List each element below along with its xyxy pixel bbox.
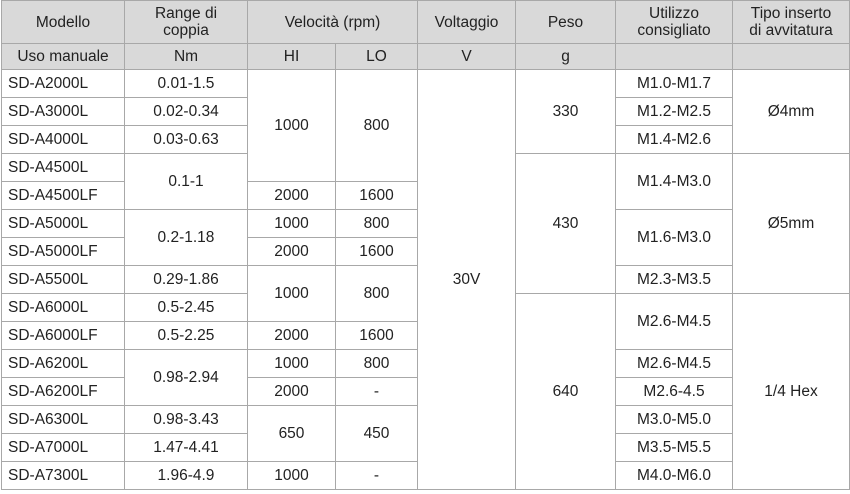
header-peso: Peso bbox=[516, 1, 616, 44]
model-cell: SD-A7000L bbox=[2, 434, 125, 462]
model-cell: SD-A6200LF bbox=[2, 378, 125, 406]
model-cell: SD-A6000L bbox=[2, 294, 125, 322]
subheader-nm: Nm bbox=[125, 44, 248, 70]
torque-cell: 0.98-2.94 bbox=[125, 350, 248, 406]
model-cell: SD-A4500L bbox=[2, 154, 125, 182]
hi-cell: 1000 bbox=[248, 70, 336, 182]
torque-cell: 1.47-4.41 bbox=[125, 434, 248, 462]
subheader-g: g bbox=[516, 44, 616, 70]
use-cell: M1.2-M2.5 bbox=[616, 98, 733, 126]
subheader-lo: LO bbox=[336, 44, 418, 70]
weight-cell: 330 bbox=[516, 70, 616, 154]
hi-cell: 2000 bbox=[248, 378, 336, 406]
torque-cell: 0.5-2.25 bbox=[125, 322, 248, 350]
subheader-v: V bbox=[418, 44, 516, 70]
subheader-uso: Uso manuale bbox=[2, 44, 125, 70]
torque-cell: 0.01-1.5 bbox=[125, 70, 248, 98]
lo-cell: 800 bbox=[336, 350, 418, 378]
lo-cell: 800 bbox=[336, 70, 418, 182]
hi-cell: 1000 bbox=[248, 462, 336, 490]
use-cell: M2.6-4.5 bbox=[616, 378, 733, 406]
lo-cell: - bbox=[336, 378, 418, 406]
torque-cell: 0.5-2.45 bbox=[125, 294, 248, 322]
use-cell: M2.6-M4.5 bbox=[616, 294, 733, 350]
use-cell: M1.6-M3.0 bbox=[616, 210, 733, 266]
bit-cell: 1/4 Hex bbox=[733, 294, 850, 490]
lo-cell: 1600 bbox=[336, 238, 418, 266]
use-cell: M3.0-M5.0 bbox=[616, 406, 733, 434]
model-cell: SD-A5000L bbox=[2, 210, 125, 238]
header-modello: Modello bbox=[2, 1, 125, 44]
model-cell: SD-A4500LF bbox=[2, 182, 125, 210]
header-range: Range di coppia bbox=[125, 1, 248, 44]
weight-cell: 640 bbox=[516, 294, 616, 490]
hi-cell: 1000 bbox=[248, 266, 336, 322]
model-cell: SD-A6000LF bbox=[2, 322, 125, 350]
torque-cell: 0.29-1.86 bbox=[125, 266, 248, 294]
model-cell: SD-A3000L bbox=[2, 98, 125, 126]
torque-cell: 0.02-0.34 bbox=[125, 98, 248, 126]
lo-cell: 1600 bbox=[336, 182, 418, 210]
model-cell: SD-A4000L bbox=[2, 126, 125, 154]
model-cell: SD-A6200L bbox=[2, 350, 125, 378]
weight-cell: 430 bbox=[516, 154, 616, 294]
use-cell: M3.5-M5.5 bbox=[616, 434, 733, 462]
use-cell: M4.0-M6.0 bbox=[616, 462, 733, 490]
hi-cell: 2000 bbox=[248, 182, 336, 210]
model-cell: SD-A2000L bbox=[2, 70, 125, 98]
bit-cell: Ø4mm bbox=[733, 70, 850, 154]
model-cell: SD-A5500L bbox=[2, 266, 125, 294]
lo-cell: 800 bbox=[336, 266, 418, 322]
torque-cell: 1.96-4.9 bbox=[125, 462, 248, 490]
lo-cell: 800 bbox=[336, 210, 418, 238]
model-cell: SD-A5000LF bbox=[2, 238, 125, 266]
use-cell: M1.4-M2.6 bbox=[616, 126, 733, 154]
subheader-utilizzo bbox=[616, 44, 733, 70]
torque-cell: 0.2-1.18 bbox=[125, 210, 248, 266]
torque-cell: 0.1-1 bbox=[125, 154, 248, 210]
bit-cell: Ø5mm bbox=[733, 154, 850, 294]
specs-table bbox=[1, 0, 850, 490]
header-utilizzo: Utilizzo consigliato bbox=[616, 1, 733, 44]
header-row bbox=[2, 1, 850, 44]
torque-cell: 0.98-3.43 bbox=[125, 406, 248, 434]
use-cell: M2.6-M4.5 bbox=[616, 350, 733, 378]
header-voltaggio: Voltaggio bbox=[418, 1, 516, 44]
header-tipo-inserto: Tipo inserto di avvitatura bbox=[733, 1, 850, 44]
voltage-cell: 30V bbox=[418, 70, 516, 490]
lo-cell: 450 bbox=[336, 406, 418, 462]
subheader-row bbox=[2, 44, 850, 70]
table-row bbox=[2, 70, 850, 98]
hi-cell: 650 bbox=[248, 406, 336, 462]
use-cell: M2.3-M3.5 bbox=[616, 266, 733, 294]
hi-cell: 2000 bbox=[248, 238, 336, 266]
torque-cell: 0.03-0.63 bbox=[125, 126, 248, 154]
lo-cell: - bbox=[336, 462, 418, 490]
subheader-tipo bbox=[733, 44, 850, 70]
use-cell: M1.4-M3.0 bbox=[616, 154, 733, 210]
use-cell: M1.0-M1.7 bbox=[616, 70, 733, 98]
lo-cell: 1600 bbox=[336, 322, 418, 350]
subheader-hi: HI bbox=[248, 44, 336, 70]
hi-cell: 2000 bbox=[248, 322, 336, 350]
hi-cell: 1000 bbox=[248, 210, 336, 238]
model-cell: SD-A7300L bbox=[2, 462, 125, 490]
model-cell: SD-A6300L bbox=[2, 406, 125, 434]
hi-cell: 1000 bbox=[248, 350, 336, 378]
header-velocita: Velocità (rpm) bbox=[248, 1, 418, 44]
